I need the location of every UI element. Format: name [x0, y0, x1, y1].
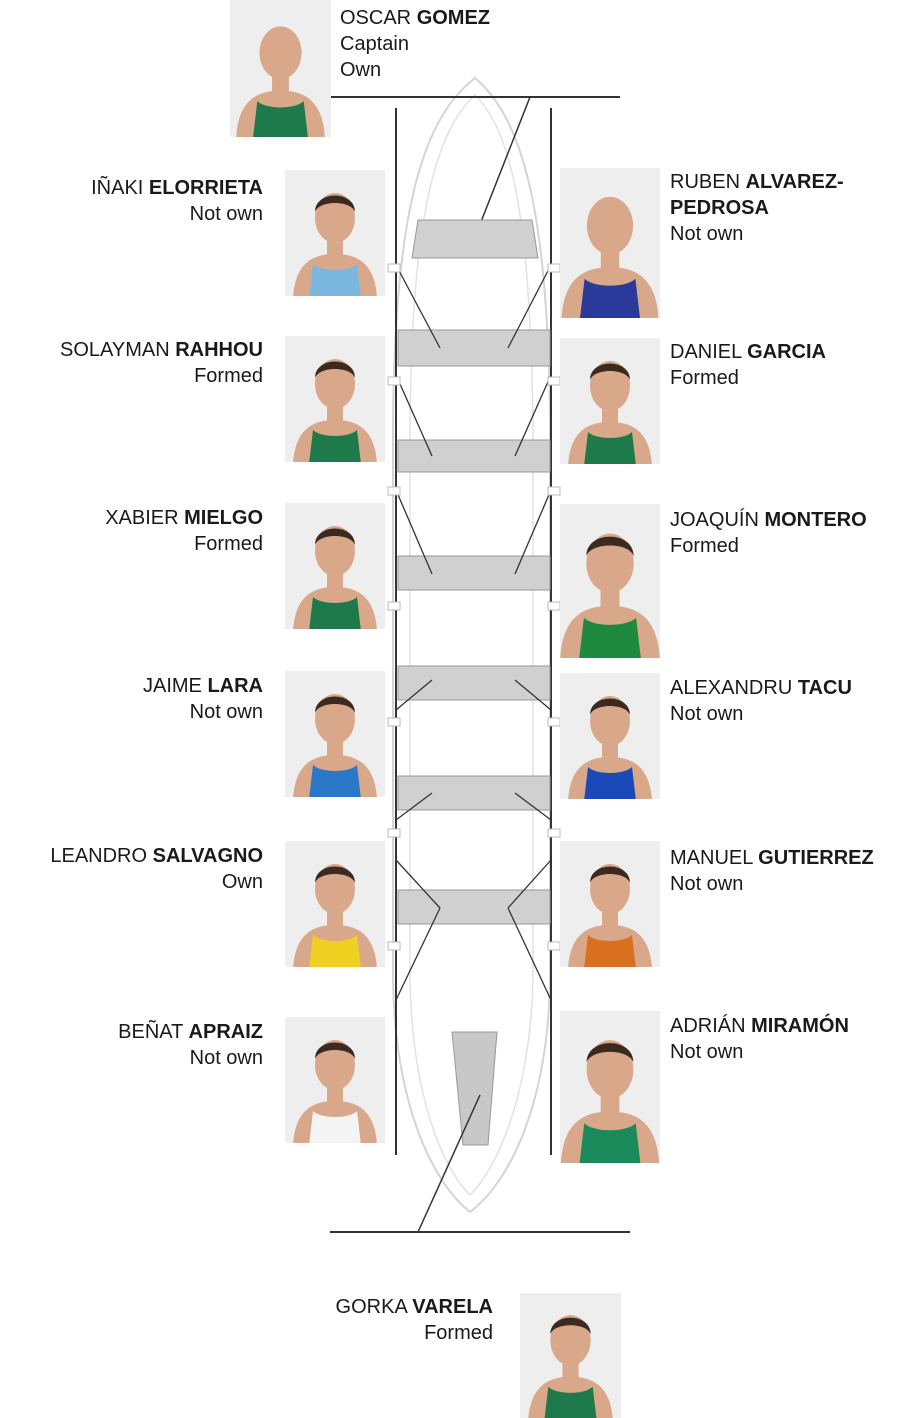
- right-rower-photo: [560, 168, 660, 318]
- rower-last-name-continued: PEDROSA: [670, 197, 769, 219]
- stroke-first-name: GORKA: [335, 1296, 407, 1318]
- person-silhouette: [285, 503, 385, 629]
- rower-last-name: SALVAGNO: [152, 845, 263, 867]
- left-rower-label: [143, 673, 263, 725]
- person-silhouette: [285, 170, 385, 296]
- person-silhouette: [285, 336, 385, 462]
- right-rower-photo: [560, 504, 660, 658]
- rower-first-name: RUBEN: [670, 171, 741, 193]
- bow-seat: [412, 220, 538, 258]
- thwart-4: [398, 666, 550, 700]
- stroke-label: [336, 1294, 493, 1346]
- rower-first-name: BEÑAT: [118, 1021, 183, 1043]
- thwart-2: [398, 440, 550, 472]
- right-rower-label: [670, 845, 874, 897]
- rower-last-name: LARA: [207, 675, 263, 697]
- rower-status: Formed: [194, 533, 263, 555]
- rower-first-name: JOAQUÍN: [670, 509, 759, 531]
- rower-status: Not own: [189, 701, 263, 723]
- left-rower-label: [60, 337, 263, 389]
- left-rower-photo: [285, 503, 385, 629]
- right-rower-photo: [560, 841, 660, 967]
- person-silhouette: [560, 673, 660, 799]
- oarlocks: [388, 264, 560, 950]
- rower-last-name: MONTERO: [764, 509, 867, 531]
- coxswain-photo: [230, 0, 331, 137]
- coxswain-last-name: GOMEZ: [416, 7, 491, 29]
- rower-first-name: ADRIÁN: [670, 1015, 746, 1037]
- right-rower-label: [670, 507, 867, 559]
- hull-inner: [410, 95, 533, 1195]
- person-silhouette: [230, 0, 331, 137]
- coxswain-first-name: OSCAR: [340, 7, 412, 29]
- thwart-3: [398, 556, 550, 590]
- person-silhouette: [560, 338, 660, 464]
- rower-last-name: APRAIZ: [188, 1021, 263, 1043]
- stroke-status: Formed: [424, 1322, 493, 1344]
- right-rower-label: [670, 169, 844, 247]
- person-silhouette: [560, 841, 660, 967]
- coxswain-label: [340, 5, 490, 83]
- person-silhouette: [285, 841, 385, 967]
- stroke-photo: [520, 1293, 621, 1418]
- right-rower-label: [670, 675, 852, 727]
- rower-last-name: GARCIA: [747, 341, 826, 363]
- rower-first-name: MANUEL: [670, 847, 753, 869]
- coxswain-role: Captain: [340, 33, 409, 55]
- right-rower-label: [670, 339, 826, 391]
- person-silhouette: [560, 504, 660, 658]
- left-rower-photo: [285, 1017, 385, 1143]
- stroke-last-name: VARELA: [412, 1296, 493, 1318]
- rower-first-name: IÑAKI: [91, 177, 144, 199]
- person-silhouette: [285, 1017, 385, 1143]
- rower-status: Not own: [189, 203, 263, 225]
- rower-status: Formed: [670, 535, 739, 557]
- rower-status: Not own: [670, 873, 744, 895]
- rower-status: Not own: [189, 1047, 263, 1069]
- rower-status: Not own: [670, 703, 744, 725]
- thwart-1: [398, 330, 550, 366]
- person-silhouette: [520, 1293, 621, 1418]
- left-rower-label: [91, 175, 263, 227]
- left-rower-label: [105, 505, 263, 557]
- thwart-5: [398, 776, 550, 810]
- rower-last-name: ELORRIETA: [148, 177, 263, 199]
- left-rower-label: [50, 843, 263, 895]
- person-silhouette: [560, 168, 660, 318]
- right-rower-photo: [560, 338, 660, 464]
- rower-status: Not own: [670, 223, 744, 245]
- rower-last-name: TACU: [797, 677, 852, 699]
- rower-last-name: MIELGO: [184, 507, 263, 529]
- coxswain-status: Own: [340, 59, 382, 81]
- right-rower-label: [670, 1013, 849, 1065]
- right-rower-photo: [560, 673, 660, 799]
- rower-first-name: XABIER: [105, 507, 179, 529]
- left-rower-photo: [285, 671, 385, 797]
- rower-last-name: MIRAMÓN: [751, 1015, 849, 1037]
- rower-first-name: JAIME: [142, 675, 202, 697]
- bow-line-1: [475, 97, 530, 237]
- thwarts: [398, 330, 550, 924]
- left-rower-label: [118, 1019, 263, 1071]
- person-silhouette: [285, 671, 385, 797]
- rower-last-name: GUTIERREZ: [758, 847, 874, 869]
- rower-status: Formed: [670, 367, 739, 389]
- rower-first-name: SOLAYMAN: [59, 339, 170, 361]
- rower-first-name: LEANDRO: [50, 845, 148, 867]
- rower-last-name: RAHHOU: [175, 339, 263, 361]
- rower-status: Own: [221, 871, 263, 893]
- rudder: [452, 1032, 497, 1145]
- rower-first-name: ALEXANDRU: [670, 677, 793, 699]
- person-silhouette: [560, 1011, 660, 1163]
- rower-status: Formed: [194, 365, 263, 387]
- thwart-6: [398, 890, 550, 924]
- left-rower-photo: [285, 170, 385, 296]
- rower-first-name: DANIEL: [670, 341, 742, 363]
- rower-status: Not own: [670, 1041, 744, 1063]
- rower-last-name: ALVAREZ-: [745, 171, 844, 193]
- left-rower-photo: [285, 336, 385, 462]
- left-rower-photo: [285, 841, 385, 967]
- right-rower-photo: [560, 1011, 660, 1163]
